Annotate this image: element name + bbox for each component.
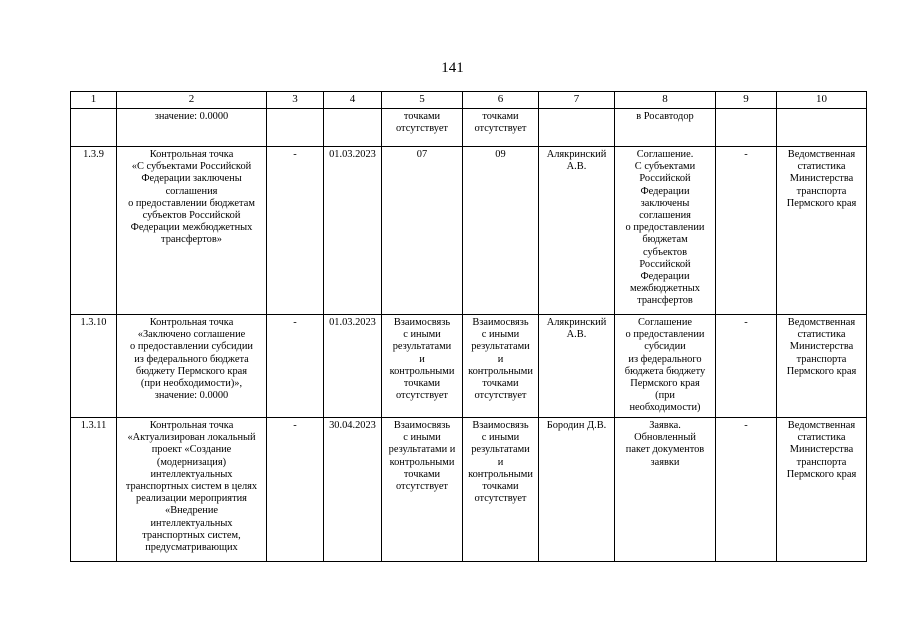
cell-line: с иными (481, 432, 520, 444)
table-cell (539, 109, 615, 147)
cell-line: точками (482, 378, 519, 390)
cell-line: транспорта (796, 353, 847, 365)
cell-line: Взаимосвязь (472, 317, 529, 328)
responsible-cell (539, 147, 615, 315)
cell-line: с иными (403, 329, 441, 341)
cell-line: отсутствует (396, 390, 448, 402)
cell-line: Контрольная точка (149, 317, 234, 328)
table-cell (382, 418, 463, 562)
header-cell: 4 (324, 92, 382, 109)
cell-line: транспорта (796, 185, 847, 197)
page-number: 141 (441, 60, 464, 76)
cell-line: (при (655, 390, 675, 402)
cell-line: Федерации заключены (141, 173, 242, 185)
table-cell (615, 109, 716, 147)
date-cell: 01.03.2023 (324, 315, 382, 418)
cell-line: Министерства (789, 444, 854, 456)
responsible-cell (539, 418, 615, 562)
header-cell: 3 (267, 92, 324, 109)
result-cell (615, 315, 716, 418)
cell-line: А.В. (566, 161, 587, 173)
cell-line: Ведомственная (787, 317, 856, 328)
cell-line: из федерального бюджета (134, 353, 249, 365)
source-cell (777, 418, 867, 562)
cell-line: результатами (392, 341, 452, 353)
header-cell: 8 (615, 92, 716, 109)
cell-line: транспорта (796, 456, 847, 468)
cell-line: статистика (797, 329, 846, 341)
event-cell (117, 418, 267, 562)
table-cell (463, 109, 539, 147)
cell-line: статистика (797, 161, 846, 173)
cell-line: значение: 0.0000 (154, 390, 229, 402)
cell-line: результатами (471, 444, 530, 456)
cell-line: Пермского края (786, 365, 857, 377)
cell-line: о предоставлении (625, 222, 705, 234)
cell-line: трансфертов (637, 295, 693, 307)
cell-line: субъектов Российской (142, 210, 241, 222)
cell-line: «Заключено соглашение (137, 329, 246, 341)
header-cell: 2 (117, 92, 267, 109)
plan-table (70, 91, 867, 562)
cell-line: и (497, 456, 504, 468)
cell-line: транспортных систем в целях (125, 481, 258, 493)
date-cell: 30.04.2023 (324, 418, 382, 562)
cell-line: Ведомственная (787, 149, 856, 160)
cell-line: контрольными (389, 456, 455, 468)
table-cell: - (716, 315, 777, 418)
cell-line: статистика (797, 432, 846, 444)
cell-line: Соглашение. (636, 149, 694, 160)
table-row (71, 315, 867, 418)
cell-line: Министерства (789, 341, 854, 353)
cell-line: в Росавтодор (636, 111, 694, 122)
cell-line: Пермского края (786, 468, 857, 480)
cell-line: Федерации (640, 185, 690, 197)
cell-line: с иными (403, 432, 441, 444)
cell-line: Пермского края (630, 378, 700, 390)
cell-line: значение: 0.0000 (154, 111, 229, 122)
cell-line: точками (403, 468, 441, 480)
cell-line: о предоставлении субсидии (130, 341, 253, 353)
cell-line: «Актуализирован локальный (127, 432, 256, 444)
cell-line: отсутствует (474, 390, 527, 402)
row-number: 1.3.11 (71, 418, 117, 562)
table-cell: - (716, 147, 777, 315)
header-cell: 7 (539, 92, 615, 109)
table-cell (117, 109, 267, 147)
cell-line: отсутствует (396, 123, 448, 135)
cell-line: контрольными (468, 468, 533, 480)
table-cell (324, 109, 382, 147)
header-cell: 6 (463, 92, 539, 109)
cell-line: Взаимосвязь (472, 420, 529, 431)
cell-line: С субъектами (634, 161, 696, 173)
cell-line: контрольными (468, 365, 533, 377)
cell-line: транспортных систем, (142, 529, 241, 541)
cell-line: Ведомственная (787, 420, 856, 431)
table-cell (382, 109, 463, 147)
cell-line: (при необходимости)», (140, 378, 243, 390)
table-cell (267, 109, 324, 147)
cell-line: бюджету Пермского края (135, 365, 248, 377)
cell-line: Алякринский (546, 149, 607, 160)
cell-line: субсидии (644, 341, 686, 353)
cell-line: результатами (471, 341, 530, 353)
cell-line: Российской (639, 173, 691, 185)
cell-line: интеллектуальных (150, 517, 233, 529)
table-cell: - (716, 418, 777, 562)
cell-line: «С субъектами Российской (131, 161, 252, 173)
result-cell (615, 418, 716, 562)
header-cell: 5 (382, 92, 463, 109)
table-cell: 09 (463, 147, 539, 315)
cell-line: Пермского края (786, 197, 857, 209)
cell-line: предусматривающих (145, 542, 238, 554)
table-cell (71, 109, 117, 147)
cell-line: соглашения (165, 185, 218, 197)
cell-line: бюджета бюджету (624, 365, 706, 377)
cell-line: Федерации межбюджетных (130, 222, 253, 234)
cell-line: о предоставлении (625, 329, 705, 341)
cell-line: Взаимосвязь (393, 420, 451, 431)
cell-line: межбюджетных (630, 283, 700, 295)
event-cell (117, 147, 267, 315)
source-cell (777, 315, 867, 418)
table-row (71, 147, 867, 315)
cell-line: «Внедрение (165, 505, 218, 517)
cell-line: точками (482, 481, 519, 493)
cell-line: (модернизация) (156, 456, 227, 468)
table-row (71, 418, 867, 562)
cell-line: интеллектуальных (150, 468, 233, 480)
cell-line: из федерального (628, 353, 702, 365)
header-cell: 9 (716, 92, 777, 109)
cell-line: Алякринский (546, 317, 607, 328)
table-cell: 07 (382, 147, 463, 315)
cell-line: проект «Создание (151, 444, 232, 456)
table-cell (716, 109, 777, 147)
cell-line: и (419, 353, 425, 365)
cell-line: заключены (640, 197, 690, 209)
cell-line: точками (403, 378, 441, 390)
cell-line: Контрольная точка (149, 149, 234, 160)
cell-line: точками (482, 111, 519, 122)
date-cell: 01.03.2023 (324, 147, 382, 315)
cell-line: точками (403, 111, 441, 122)
cell-line: отсутствует (474, 493, 527, 505)
cell-line: с иными (481, 329, 520, 341)
cell-line: А.В. (566, 329, 587, 341)
cell-line: Заявка. (649, 420, 681, 431)
cell-line: заявки (650, 456, 680, 468)
cell-line: Российской (639, 258, 691, 270)
cell-line: и (497, 353, 504, 365)
event-cell (117, 315, 267, 418)
table-cell: - (267, 418, 324, 562)
cell-line: Взаимосвязь (393, 317, 451, 328)
cell-line: Обновленный (634, 432, 696, 444)
header-row (71, 92, 867, 109)
cell-line: необходимости) (629, 402, 701, 414)
cell-line: Бородин Д.В. (546, 420, 607, 431)
table-cell (382, 315, 463, 418)
cell-line: контрольными (389, 365, 455, 377)
table-cell: - (267, 315, 324, 418)
header-cell: 10 (777, 92, 867, 109)
cell-line: результатами и (388, 444, 456, 456)
cell-line: Соглашение (637, 317, 692, 328)
table-cell (463, 418, 539, 562)
cell-line: бюджетам (642, 234, 688, 246)
cell-line: трансфертов» (161, 234, 222, 246)
cell-line: субъектов (643, 246, 687, 258)
cell-line: отсутствует (396, 481, 448, 493)
cell-line: соглашения (639, 210, 691, 222)
row-number: 1.3.10 (71, 315, 117, 418)
cell-line: реализации мероприятия (136, 493, 247, 505)
cell-line: Контрольная точка (149, 420, 234, 431)
table-cell (777, 109, 867, 147)
result-cell (615, 147, 716, 315)
cell-line: Министерства (789, 173, 854, 185)
continuation-row (71, 109, 867, 147)
source-cell (777, 147, 867, 315)
table-cell: - (267, 147, 324, 315)
table-cell (463, 315, 539, 418)
cell-line: о предоставлении бюджетам (128, 197, 255, 209)
cell-line: пакет документов (625, 444, 705, 456)
cell-line: Федерации (640, 271, 690, 283)
cell-line: отсутствует (474, 123, 527, 135)
row-number: 1.3.9 (71, 147, 117, 315)
header-cell: 1 (71, 92, 117, 109)
responsible-cell (539, 315, 615, 418)
